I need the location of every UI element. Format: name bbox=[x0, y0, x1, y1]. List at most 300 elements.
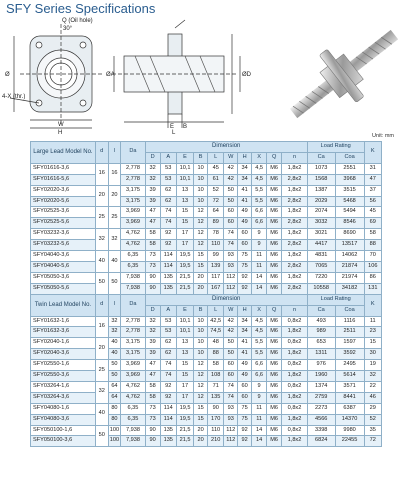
table-cell: 93 bbox=[224, 261, 238, 272]
table-cell: 1,8x2 bbox=[282, 163, 308, 174]
table-cell: 8546 bbox=[335, 218, 364, 229]
model-cell: SFY04080-3,6 bbox=[31, 414, 96, 425]
angle-label: 30° bbox=[63, 26, 73, 32]
table-cell: 17 bbox=[176, 392, 193, 403]
table-cell: 1311 bbox=[307, 349, 335, 360]
ballscrew-photo bbox=[290, 18, 398, 130]
col-H-2: H bbox=[238, 305, 252, 316]
table-cell: M6 bbox=[267, 436, 282, 447]
table-cell: 653 bbox=[307, 338, 335, 349]
table-cell: 114 bbox=[160, 403, 176, 414]
table-cell: 4,762 bbox=[121, 240, 145, 251]
table-cell: 0,8x2 bbox=[282, 425, 308, 436]
table-cell: 14062 bbox=[335, 251, 364, 262]
table-cell: 167 bbox=[208, 283, 224, 294]
table-cell: 39 bbox=[145, 196, 160, 207]
table-cell: 2,778 bbox=[121, 163, 145, 174]
table-cell: 9 bbox=[252, 392, 267, 403]
table-cell: M6 bbox=[267, 381, 282, 392]
table-cell: 3,175 bbox=[121, 185, 145, 196]
table-cell: 25 bbox=[108, 207, 121, 229]
table-cell: 37 bbox=[364, 185, 381, 196]
table-cell: 4,762 bbox=[121, 381, 145, 392]
table-cell: 117 bbox=[208, 272, 224, 283]
table-cell: 1116 bbox=[335, 316, 364, 327]
table-cell: 8441 bbox=[335, 392, 364, 403]
table-cell: 5,5 bbox=[252, 338, 267, 349]
table-cell: 53 bbox=[160, 163, 176, 174]
table-cell: 74 bbox=[160, 218, 176, 229]
table-cell: 7,938 bbox=[121, 272, 145, 283]
col-da: Da bbox=[121, 142, 145, 164]
w-label: W bbox=[58, 122, 64, 128]
col-da-2: Da bbox=[121, 294, 145, 316]
table-cell: 13517 bbox=[335, 240, 364, 251]
table-cell: M6 bbox=[267, 185, 282, 196]
table-cell: 493 bbox=[307, 316, 335, 327]
table-cell: 41 bbox=[238, 338, 252, 349]
table-cell: 3,969 bbox=[121, 360, 145, 371]
table-cell: 114 bbox=[160, 414, 176, 425]
table-cell: 13 bbox=[176, 185, 193, 196]
table-cell: 17 bbox=[176, 381, 193, 392]
table-cell: 1597 bbox=[335, 338, 364, 349]
table-cell: 1073 bbox=[307, 163, 335, 174]
model-cell: SFY03264-1,6 bbox=[31, 381, 96, 392]
table-cell: 50 bbox=[224, 196, 238, 207]
table-cell: 88 bbox=[208, 349, 224, 360]
table-cell: 112 bbox=[224, 425, 238, 436]
table-cell: 60 bbox=[224, 207, 238, 218]
oil-hole-label: Q (Oil hole) bbox=[62, 18, 93, 24]
col-E: E bbox=[176, 152, 193, 163]
table-cell: 14370 bbox=[335, 414, 364, 425]
table-row bbox=[31, 229, 382, 240]
table-row bbox=[31, 185, 382, 196]
table-cell: 2495 bbox=[335, 360, 364, 371]
table-cell: 73 bbox=[145, 251, 160, 262]
table-cell: 1387 bbox=[307, 185, 335, 196]
table-cell: 21,5 bbox=[176, 425, 193, 436]
table-cell: 47 bbox=[364, 174, 381, 185]
table-cell: 135 bbox=[208, 392, 224, 403]
dimension-header: Dimension bbox=[145, 142, 307, 153]
table-cell: 62 bbox=[160, 196, 176, 207]
table-cell: 5468 bbox=[335, 196, 364, 207]
table-cell: 62 bbox=[160, 185, 176, 196]
table-cell: 10 bbox=[194, 338, 208, 349]
table-cell: 100 bbox=[108, 425, 121, 436]
table-cell: 72 bbox=[208, 196, 224, 207]
table-cell: 53 bbox=[160, 316, 176, 327]
table-cell: 32 bbox=[108, 229, 121, 251]
table-cell: 20 bbox=[108, 185, 121, 207]
table-row bbox=[31, 316, 382, 327]
table-cell: 2,8x2 bbox=[282, 174, 308, 185]
table-cell: 34 bbox=[238, 327, 252, 338]
table-cell: 4831 bbox=[307, 251, 335, 262]
table-cell: 49 bbox=[238, 207, 252, 218]
table-cell: 34 bbox=[238, 174, 252, 185]
table-row bbox=[31, 436, 382, 447]
table-cell: 39 bbox=[145, 338, 160, 349]
d-label: Ø bbox=[5, 72, 10, 78]
model-cell: SFY01632-3,6 bbox=[31, 327, 96, 338]
table-cell: 74 bbox=[224, 229, 238, 240]
table-row bbox=[31, 283, 382, 294]
table-cell: 20 bbox=[194, 272, 208, 283]
table-cell: 2074 bbox=[307, 207, 335, 218]
table-cell: 135 bbox=[160, 283, 176, 294]
table-cell: M6 bbox=[267, 272, 282, 283]
dia-a-label: ØA bbox=[106, 72, 115, 78]
table-cell: 114 bbox=[160, 261, 176, 272]
table-cell: 10 bbox=[194, 349, 208, 360]
table-cell: 3592 bbox=[335, 349, 364, 360]
table-cell: 19,5 bbox=[176, 251, 193, 262]
table-row bbox=[31, 425, 382, 436]
table-cell: 32 bbox=[95, 229, 108, 251]
table-cell: 112 bbox=[224, 436, 238, 447]
table-cell: 1,8x2 bbox=[282, 185, 308, 196]
table-cell: M6 bbox=[267, 371, 282, 382]
table-cell: 90 bbox=[145, 436, 160, 447]
col-coa: Coa bbox=[335, 152, 364, 163]
table-cell: 21,5 bbox=[176, 272, 193, 283]
table-cell: 60 bbox=[238, 229, 252, 240]
table-cell: 20 bbox=[194, 425, 208, 436]
table-cell: 71 bbox=[208, 381, 224, 392]
table-row bbox=[31, 261, 382, 272]
table-cell: 0,8x2 bbox=[282, 360, 308, 371]
model-cell: SFY01616-3,6 bbox=[31, 163, 96, 174]
table-cell: 989 bbox=[307, 327, 335, 338]
table-cell: 3021 bbox=[307, 229, 335, 240]
table-cell: 1,8x2 bbox=[282, 207, 308, 218]
model-cell: SFY04080-1,6 bbox=[31, 403, 96, 414]
table-cell: 13 bbox=[176, 349, 193, 360]
table-cell: 42 bbox=[224, 174, 238, 185]
table-cell: 50 bbox=[224, 185, 238, 196]
table-cell: 1,8x2 bbox=[282, 436, 308, 447]
table-cell: 3571 bbox=[335, 381, 364, 392]
table-cell: 2,778 bbox=[121, 316, 145, 327]
table-cell: M6 bbox=[267, 392, 282, 403]
table-cell: 135 bbox=[160, 436, 176, 447]
col-L: L bbox=[208, 152, 224, 163]
table-cell: 32 bbox=[108, 327, 121, 338]
table-cell: M6 bbox=[267, 251, 282, 262]
table-cell: 69 bbox=[364, 218, 381, 229]
table-cell: 1,8x2 bbox=[282, 272, 308, 283]
col-D-2: D bbox=[145, 305, 160, 316]
table-cell: 16 bbox=[108, 163, 121, 185]
col-X-2: X bbox=[252, 305, 267, 316]
table-cell: 92 bbox=[160, 229, 176, 240]
table-cell: M6 bbox=[267, 283, 282, 294]
model-cell: SFY01616-5,6 bbox=[31, 174, 96, 185]
table-row bbox=[31, 207, 382, 218]
table-cell: 45 bbox=[364, 207, 381, 218]
table-cell: 21874 bbox=[335, 261, 364, 272]
table-cell: 12 bbox=[194, 392, 208, 403]
table-cell: 12 bbox=[194, 371, 208, 382]
table-cell: 1,8x2 bbox=[282, 327, 308, 338]
table-cell: 2,8x2 bbox=[282, 218, 308, 229]
table-cell: 17 bbox=[176, 229, 193, 240]
table-cell: 92 bbox=[238, 283, 252, 294]
e-label: E bbox=[170, 124, 175, 130]
table-cell: 50 bbox=[108, 371, 121, 382]
table-cell: 19,5 bbox=[176, 261, 193, 272]
load-rating-header: Load Rating bbox=[307, 142, 364, 153]
table-cell: 2511 bbox=[335, 327, 364, 338]
table-cell: 46 bbox=[364, 392, 381, 403]
twin-lead-model-header: Twin Lead Model No. bbox=[31, 294, 96, 316]
col-d: d bbox=[95, 142, 108, 164]
table-cell: 16 bbox=[95, 316, 108, 338]
table-cell: 60 bbox=[224, 218, 238, 229]
table-cell: 22455 bbox=[335, 436, 364, 447]
table-cell: 15 bbox=[176, 360, 193, 371]
table-cell: 8690 bbox=[335, 229, 364, 240]
model-cell: SFY03264-3,6 bbox=[31, 392, 96, 403]
table-cell: 75 bbox=[238, 261, 252, 272]
table-cell: M6 bbox=[267, 425, 282, 436]
table-cell: 15 bbox=[194, 403, 208, 414]
table-cell: 4,762 bbox=[121, 229, 145, 240]
specifications-table bbox=[30, 141, 382, 447]
table-cell: 60 bbox=[238, 240, 252, 251]
table-cell: 114 bbox=[160, 251, 176, 262]
table-cell: 42 bbox=[224, 327, 238, 338]
table-cell: M6 bbox=[267, 316, 282, 327]
table-cell: M6 bbox=[267, 174, 282, 185]
table-cell: 4417 bbox=[307, 240, 335, 251]
table-cell: 112 bbox=[224, 283, 238, 294]
table-cell: 12 bbox=[194, 381, 208, 392]
table-cell: 74 bbox=[224, 240, 238, 251]
table-cell: 20 bbox=[95, 185, 108, 207]
table-cell: 34182 bbox=[335, 283, 364, 294]
table-cell: 4,5 bbox=[252, 316, 267, 327]
table-cell: 93 bbox=[224, 251, 238, 262]
table-cell: 3515 bbox=[335, 185, 364, 196]
model-cell: SFY02550-3,6 bbox=[31, 371, 96, 382]
table-cell: 40 bbox=[95, 403, 108, 425]
model-cell: SFY02550-1,6 bbox=[31, 360, 96, 371]
table-cell: 112 bbox=[224, 272, 238, 283]
table-cell: M6 bbox=[267, 349, 282, 360]
table-cell: 73 bbox=[145, 403, 160, 414]
table-cell: 92 bbox=[160, 240, 176, 251]
col-Q-2: Q bbox=[267, 305, 282, 316]
model-cell: SFY04040-5,6 bbox=[31, 261, 96, 272]
table-cell: 32 bbox=[108, 316, 121, 327]
table-cell: 15 bbox=[194, 414, 208, 425]
table-cell: 12 bbox=[194, 229, 208, 240]
model-cell: SFY01632-1,6 bbox=[31, 316, 96, 327]
table-cell: 50 bbox=[95, 425, 108, 447]
table-cell: 11 bbox=[364, 316, 381, 327]
table-cell: 11 bbox=[252, 261, 267, 272]
table-cell: 73 bbox=[145, 414, 160, 425]
model-cell: SFY02040-1,6 bbox=[31, 338, 96, 349]
table-cell: 9 bbox=[252, 240, 267, 251]
table-cell: 4566 bbox=[307, 414, 335, 425]
table-cell: 72 bbox=[364, 436, 381, 447]
table-cell: M6 bbox=[267, 403, 282, 414]
table-cell: 1,8x2 bbox=[282, 392, 308, 403]
table-cell: 60 bbox=[238, 381, 252, 392]
table-cell: 45 bbox=[208, 163, 224, 174]
table-cell: 3,175 bbox=[121, 338, 145, 349]
table-cell: 170 bbox=[208, 414, 224, 425]
table-cell: 1,8x2 bbox=[282, 371, 308, 382]
col-coa-2: Coa bbox=[335, 305, 364, 316]
table-row bbox=[31, 327, 382, 338]
table-cell: 10,1 bbox=[176, 316, 193, 327]
table-cell: M6 bbox=[267, 163, 282, 174]
table-cell: 1,8x2 bbox=[282, 251, 308, 262]
table-cell: 86 bbox=[364, 272, 381, 283]
table-cell: 90 bbox=[145, 425, 160, 436]
table-cell: 2,778 bbox=[121, 327, 145, 338]
table-cell: 53 bbox=[160, 327, 176, 338]
table-cell: 13 bbox=[176, 196, 193, 207]
table-cell: 10558 bbox=[307, 283, 335, 294]
large-lead-model-header: Large Lead Model No. bbox=[31, 142, 96, 164]
table-row bbox=[31, 163, 382, 174]
table-cell: 58 bbox=[145, 240, 160, 251]
table-cell: 60 bbox=[224, 371, 238, 382]
table-cell: 92 bbox=[238, 272, 252, 283]
table-cell: 11 bbox=[252, 251, 267, 262]
table-cell: 5614 bbox=[335, 371, 364, 382]
table-cell: 58 bbox=[208, 360, 224, 371]
table-cell: 48 bbox=[208, 338, 224, 349]
col-H: H bbox=[238, 152, 252, 163]
table-cell: 74 bbox=[160, 207, 176, 218]
table-cell: 40 bbox=[108, 349, 121, 360]
table-cell: 1374 bbox=[307, 381, 335, 392]
table-cell: 20 bbox=[194, 436, 208, 447]
table-cell: 10,1 bbox=[176, 327, 193, 338]
table-cell: 49 bbox=[238, 360, 252, 371]
model-cell: SFY02040-3,6 bbox=[31, 349, 96, 360]
table-cell: 52 bbox=[364, 414, 381, 425]
table-cell: 47 bbox=[145, 371, 160, 382]
model-cell: SFY05050-5,6 bbox=[31, 283, 96, 294]
table-cell: 58 bbox=[145, 229, 160, 240]
table-cell: 74 bbox=[224, 392, 238, 403]
table-cell: 21974 bbox=[335, 272, 364, 283]
table-cell: 2,8x2 bbox=[282, 240, 308, 251]
table-cell: 6,35 bbox=[121, 251, 145, 262]
table-cell: 5,5 bbox=[252, 349, 267, 360]
col-A-2: A bbox=[160, 305, 176, 316]
col-B-2: B bbox=[194, 305, 208, 316]
table-cell: 31 bbox=[364, 163, 381, 174]
table-cell: M6 bbox=[267, 338, 282, 349]
k-header-2: K bbox=[364, 294, 381, 316]
table-cell: 10,1 bbox=[176, 163, 193, 174]
table-cell: 89 bbox=[208, 218, 224, 229]
dia-d-label: ØD bbox=[242, 72, 251, 78]
model-cell: SFY02020-5,6 bbox=[31, 196, 96, 207]
table-cell: 32 bbox=[145, 163, 160, 174]
table-cell: 25 bbox=[95, 207, 108, 229]
col-D: D bbox=[145, 152, 160, 163]
table-cell: 30 bbox=[364, 349, 381, 360]
table-cell: 32 bbox=[145, 316, 160, 327]
b-label: B bbox=[183, 124, 188, 130]
table-cell: 93 bbox=[224, 403, 238, 414]
table-cell: M6 bbox=[267, 207, 282, 218]
model-cell: SFY02525-5,6 bbox=[31, 218, 96, 229]
table-cell: 15 bbox=[176, 371, 193, 382]
table-cell: 3398 bbox=[307, 425, 335, 436]
table-cell: M6 bbox=[267, 327, 282, 338]
table-cell: 131 bbox=[364, 283, 381, 294]
table-row bbox=[31, 338, 382, 349]
table-cell: M6 bbox=[267, 196, 282, 207]
table-cell: 4,5 bbox=[252, 174, 267, 185]
twin-lead-body bbox=[31, 316, 382, 447]
table-cell: 5494 bbox=[335, 207, 364, 218]
table-cell: M6 bbox=[267, 240, 282, 251]
table-cell: M6 bbox=[267, 414, 282, 425]
table-cell: 7,938 bbox=[121, 436, 145, 447]
table-cell: 4,762 bbox=[121, 392, 145, 403]
col-A: A bbox=[160, 152, 176, 163]
table-cell: 21,5 bbox=[176, 436, 193, 447]
table-cell: 9 bbox=[252, 229, 267, 240]
table-cell: 62 bbox=[160, 349, 176, 360]
table-cell: 11 bbox=[252, 414, 267, 425]
table-cell: 64 bbox=[208, 207, 224, 218]
table-cell: 3,969 bbox=[121, 371, 145, 382]
table-cell: 2,8x2 bbox=[282, 261, 308, 272]
h-label: H bbox=[58, 130, 63, 134]
table-cell: 106 bbox=[364, 261, 381, 272]
table-cell: 50 bbox=[108, 360, 121, 371]
table-cell: 14 bbox=[252, 436, 267, 447]
table-cell: 0,8x2 bbox=[282, 338, 308, 349]
table-cell: 25 bbox=[95, 360, 108, 382]
large-lead-header bbox=[31, 142, 382, 164]
model-cell: SFY04040-3,6 bbox=[31, 251, 96, 262]
table-cell: 10 bbox=[194, 185, 208, 196]
table-cell: 135 bbox=[160, 425, 176, 436]
bolt-label: 4-X (thr.) bbox=[2, 94, 26, 100]
table-cell: 9980 bbox=[335, 425, 364, 436]
table-cell: 40 bbox=[95, 251, 108, 273]
table-cell: 6,6 bbox=[252, 371, 267, 382]
table-cell: 73 bbox=[145, 261, 160, 272]
table-cell: 7065 bbox=[307, 261, 335, 272]
table-cell: 64 bbox=[108, 392, 121, 403]
table-cell: 42 bbox=[224, 316, 238, 327]
model-cell: SFY02020-3,6 bbox=[31, 185, 96, 196]
table-cell: 1,8x2 bbox=[282, 229, 308, 240]
table-row bbox=[31, 360, 382, 371]
col-l-2: l bbox=[108, 294, 121, 316]
col-n: n bbox=[282, 152, 308, 163]
table-cell: 60 bbox=[224, 360, 238, 371]
table-cell: 40 bbox=[108, 251, 121, 273]
table-cell: 78 bbox=[208, 229, 224, 240]
